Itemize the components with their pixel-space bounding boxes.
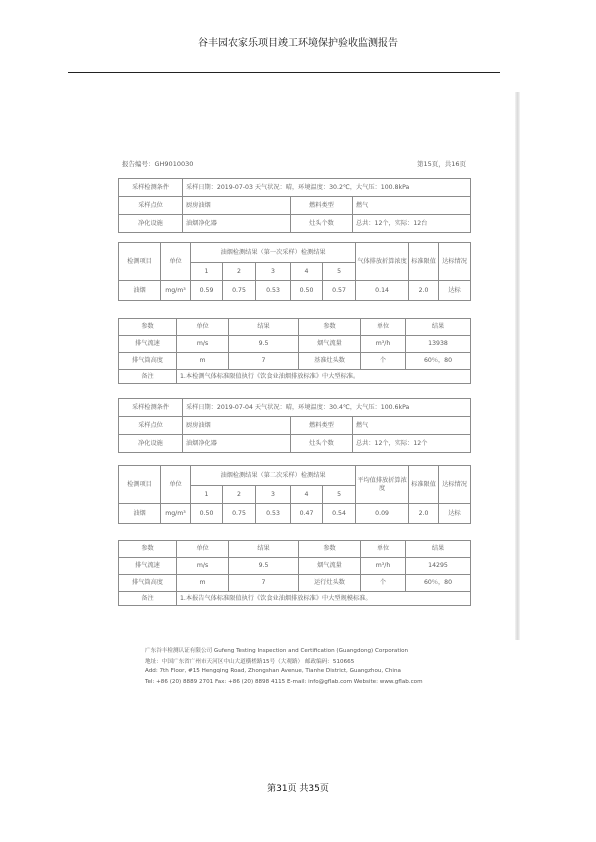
- table-cell: 3: [256, 263, 291, 281]
- table-cell: 达标情况: [439, 243, 471, 281]
- table-row: [119, 417, 471, 435]
- table-cell: 采样日期：2019-07-04 天气状况：晴，环境温度：30.4℃，大气压：100.6kPa: [183, 399, 471, 417]
- table-cell: 运行灶头数: [299, 575, 361, 592]
- table-cell: 净化设施: [119, 215, 183, 233]
- table-cell: m/s: [177, 336, 229, 353]
- table-row: [119, 504, 471, 524]
- table-cell: 4: [291, 486, 323, 504]
- table-row: [119, 370, 471, 384]
- table-cell: 基准灶头数: [299, 353, 361, 370]
- table-row: [119, 179, 471, 197]
- table-cell: 单位: [177, 319, 229, 336]
- table-row: [119, 197, 471, 215]
- table-cell: 检测项目: [119, 243, 161, 281]
- table-cell: 4: [291, 263, 323, 281]
- table-cell: 总共：12个，实际：12台: [353, 215, 471, 233]
- table-cell: 达标: [439, 281, 471, 301]
- company-address-en: Add: 7th Floor, #15 Hengqing Road, Zhongshan Avenue, Tianhe District, Guangzhou, China: [145, 668, 401, 674]
- sampling-conditions-table-day2: [118, 398, 471, 453]
- table-cell: 燃气: [353, 197, 471, 215]
- table-cell: 油烟检测结果（第一次采样）检测结果: [191, 243, 356, 263]
- table-cell: 参数: [299, 541, 361, 558]
- table-cell: 0.53: [256, 281, 291, 301]
- table-row: [119, 319, 471, 336]
- table-row: [119, 353, 471, 370]
- table-cell: 净化设施: [119, 435, 183, 453]
- table-cell: 结果: [406, 319, 471, 336]
- exhaust-params-table-day2: [118, 540, 471, 606]
- table-cell: 采样点位: [119, 197, 183, 215]
- table-row: [119, 215, 471, 233]
- table-cell: 1: [191, 486, 223, 504]
- table-cell: 个: [361, 575, 406, 592]
- table-cell: m: [177, 353, 229, 370]
- table-cell: m³/h: [361, 336, 406, 353]
- table-cell: 2: [223, 486, 256, 504]
- table-cell: 烟气流量: [299, 336, 361, 353]
- table-cell: 总共：12个，实际：12个: [353, 435, 471, 453]
- table-cell: 1: [191, 263, 223, 281]
- table-cell: 结果: [229, 319, 299, 336]
- table-cell: 参数: [299, 319, 361, 336]
- table-cell: 9.5: [229, 558, 299, 575]
- table-cell: 平均值排放折算浓度: [356, 466, 409, 504]
- table-cell: 备注: [119, 370, 177, 384]
- table-cell: 5: [323, 486, 356, 504]
- sampling-conditions-table-day1: [118, 178, 471, 233]
- table-row: [119, 592, 471, 606]
- company-address-cn: 地址：中国广东省广州市天河区中山大道横槎路15号（大观路） 邮政编码：510665: [145, 659, 355, 665]
- table-cell: 单位: [177, 541, 229, 558]
- table-cell: 采样检测条件: [119, 179, 183, 197]
- table-cell: 排气流速: [119, 336, 177, 353]
- table-row: [119, 435, 471, 453]
- table-cell: 0.59: [191, 281, 223, 301]
- table-cell: 厨房油烟: [183, 417, 291, 435]
- table-cell: 燃气: [353, 417, 471, 435]
- table-cell: mg/m³: [161, 281, 191, 301]
- table-cell: 0.09: [356, 504, 409, 524]
- table-cell: 0.75: [223, 504, 256, 524]
- table-cell: 标准限值: [409, 243, 439, 281]
- table-cell: 厨房油烟: [183, 197, 291, 215]
- table-row: [119, 575, 471, 592]
- table-cell: 5: [323, 263, 356, 281]
- table-cell: 7: [229, 353, 299, 370]
- fume-results-table-day2: [118, 465, 471, 524]
- table-cell: 油烟检测结果（第二次采样）检测结果: [191, 466, 356, 486]
- table-cell: 备注: [119, 592, 177, 606]
- report-number: 报告编号：GH9010030: [122, 160, 194, 168]
- table-cell: 13938: [406, 336, 471, 353]
- table-cell: 检测项目: [119, 466, 161, 504]
- table-cell: 60％，80: [406, 353, 471, 370]
- table-cell: 3: [256, 486, 291, 504]
- table-cell: 结果: [229, 541, 299, 558]
- table-cell: 0.50: [291, 281, 323, 301]
- table-cell: 0.57: [323, 281, 356, 301]
- table-cell: m³/h: [361, 558, 406, 575]
- page-number: 第31页 共35页: [267, 784, 329, 794]
- table-cell: 0.75: [223, 281, 256, 301]
- table-cell: m/s: [177, 558, 229, 575]
- table-row: [119, 558, 471, 575]
- table-row: [119, 243, 471, 263]
- table-cell: 燃料类型: [291, 417, 353, 435]
- table-cell: 1.本报告气体标准限值执行《饮食业油烟排放标准》中大型规模标准。: [177, 592, 471, 606]
- table-cell: 单位: [161, 466, 191, 504]
- table-cell: 气体排放折算浓度: [356, 243, 409, 281]
- table-cell: 0.50: [191, 504, 223, 524]
- table-cell: 燃料类型: [291, 197, 353, 215]
- table-cell: 0.53: [256, 504, 291, 524]
- table-cell: 单位: [361, 541, 406, 558]
- table-cell: 达标: [439, 504, 471, 524]
- table-cell: 9.5: [229, 336, 299, 353]
- table-row: [119, 281, 471, 301]
- table-cell: m: [177, 575, 229, 592]
- table-row: [119, 399, 471, 417]
- table-cell: 1.本检测气体标准限值执行《饮食业油烟排放标准》中大型标准。: [177, 370, 471, 384]
- scan-page-info: 第15页，共16页: [416, 160, 466, 168]
- table-cell: 油烟: [119, 504, 161, 524]
- table-cell: 单位: [361, 319, 406, 336]
- table-cell: 2.0: [409, 281, 439, 301]
- table-cell: 达标情况: [439, 466, 471, 504]
- table-cell: 0.54: [323, 504, 356, 524]
- table-cell: 参数: [119, 319, 177, 336]
- table-cell: 单位: [161, 243, 191, 281]
- table-cell: mg/m³: [161, 504, 191, 524]
- fume-results-table-day1: [118, 242, 471, 301]
- table-row: [119, 466, 471, 486]
- table-cell: 排气筒高度: [119, 353, 177, 370]
- table-cell: 采样点位: [119, 417, 183, 435]
- table-row: [119, 336, 471, 353]
- document-header-title: 谷丰园农家乐项目竣工环境保护验收监测报告: [198, 38, 398, 49]
- table-cell: 0.14: [356, 281, 409, 301]
- table-cell: 油烟净化器: [183, 435, 291, 453]
- table-cell: 标准限值: [409, 466, 439, 504]
- table-cell: 结果: [406, 541, 471, 558]
- table-cell: 灶头个数: [291, 435, 353, 453]
- table-cell: 采样日期：2019-07-03 天气状况：晴，环境温度：30.2℃，大气压：100.8kPa: [183, 179, 471, 197]
- table-cell: 采样检测条件: [119, 399, 183, 417]
- table-cell: 油烟净化器: [183, 215, 291, 233]
- table-cell: 个: [361, 353, 406, 370]
- table-cell: 7: [229, 575, 299, 592]
- table-cell: 0.47: [291, 504, 323, 524]
- table-cell: 灶头个数: [291, 215, 353, 233]
- table-cell: 2: [223, 263, 256, 281]
- table-cell: 60％，80: [406, 575, 471, 592]
- table-cell: 烟气流量: [299, 558, 361, 575]
- exhaust-params-table-day1: [118, 318, 471, 384]
- company-name-line: 广东谷丰检测认证有限公司 Gufeng Testing Inspection and Certification (Guangdong) Corporation: [145, 648, 409, 654]
- table-cell: 排气流速: [119, 558, 177, 575]
- table-cell: 14295: [406, 558, 471, 575]
- table-cell: 2.0: [409, 504, 439, 524]
- table-row: [119, 541, 471, 558]
- table-cell: 排气筒高度: [119, 575, 177, 592]
- table-cell: 参数: [119, 541, 177, 558]
- company-contact-line: Tel: +86 (20) 8889 2701 Fax: +86 (20) 8898 4115 E-mail: info@gflab.com Website: www.gflab.com: [145, 679, 423, 685]
- table-cell: 油烟: [119, 281, 161, 301]
